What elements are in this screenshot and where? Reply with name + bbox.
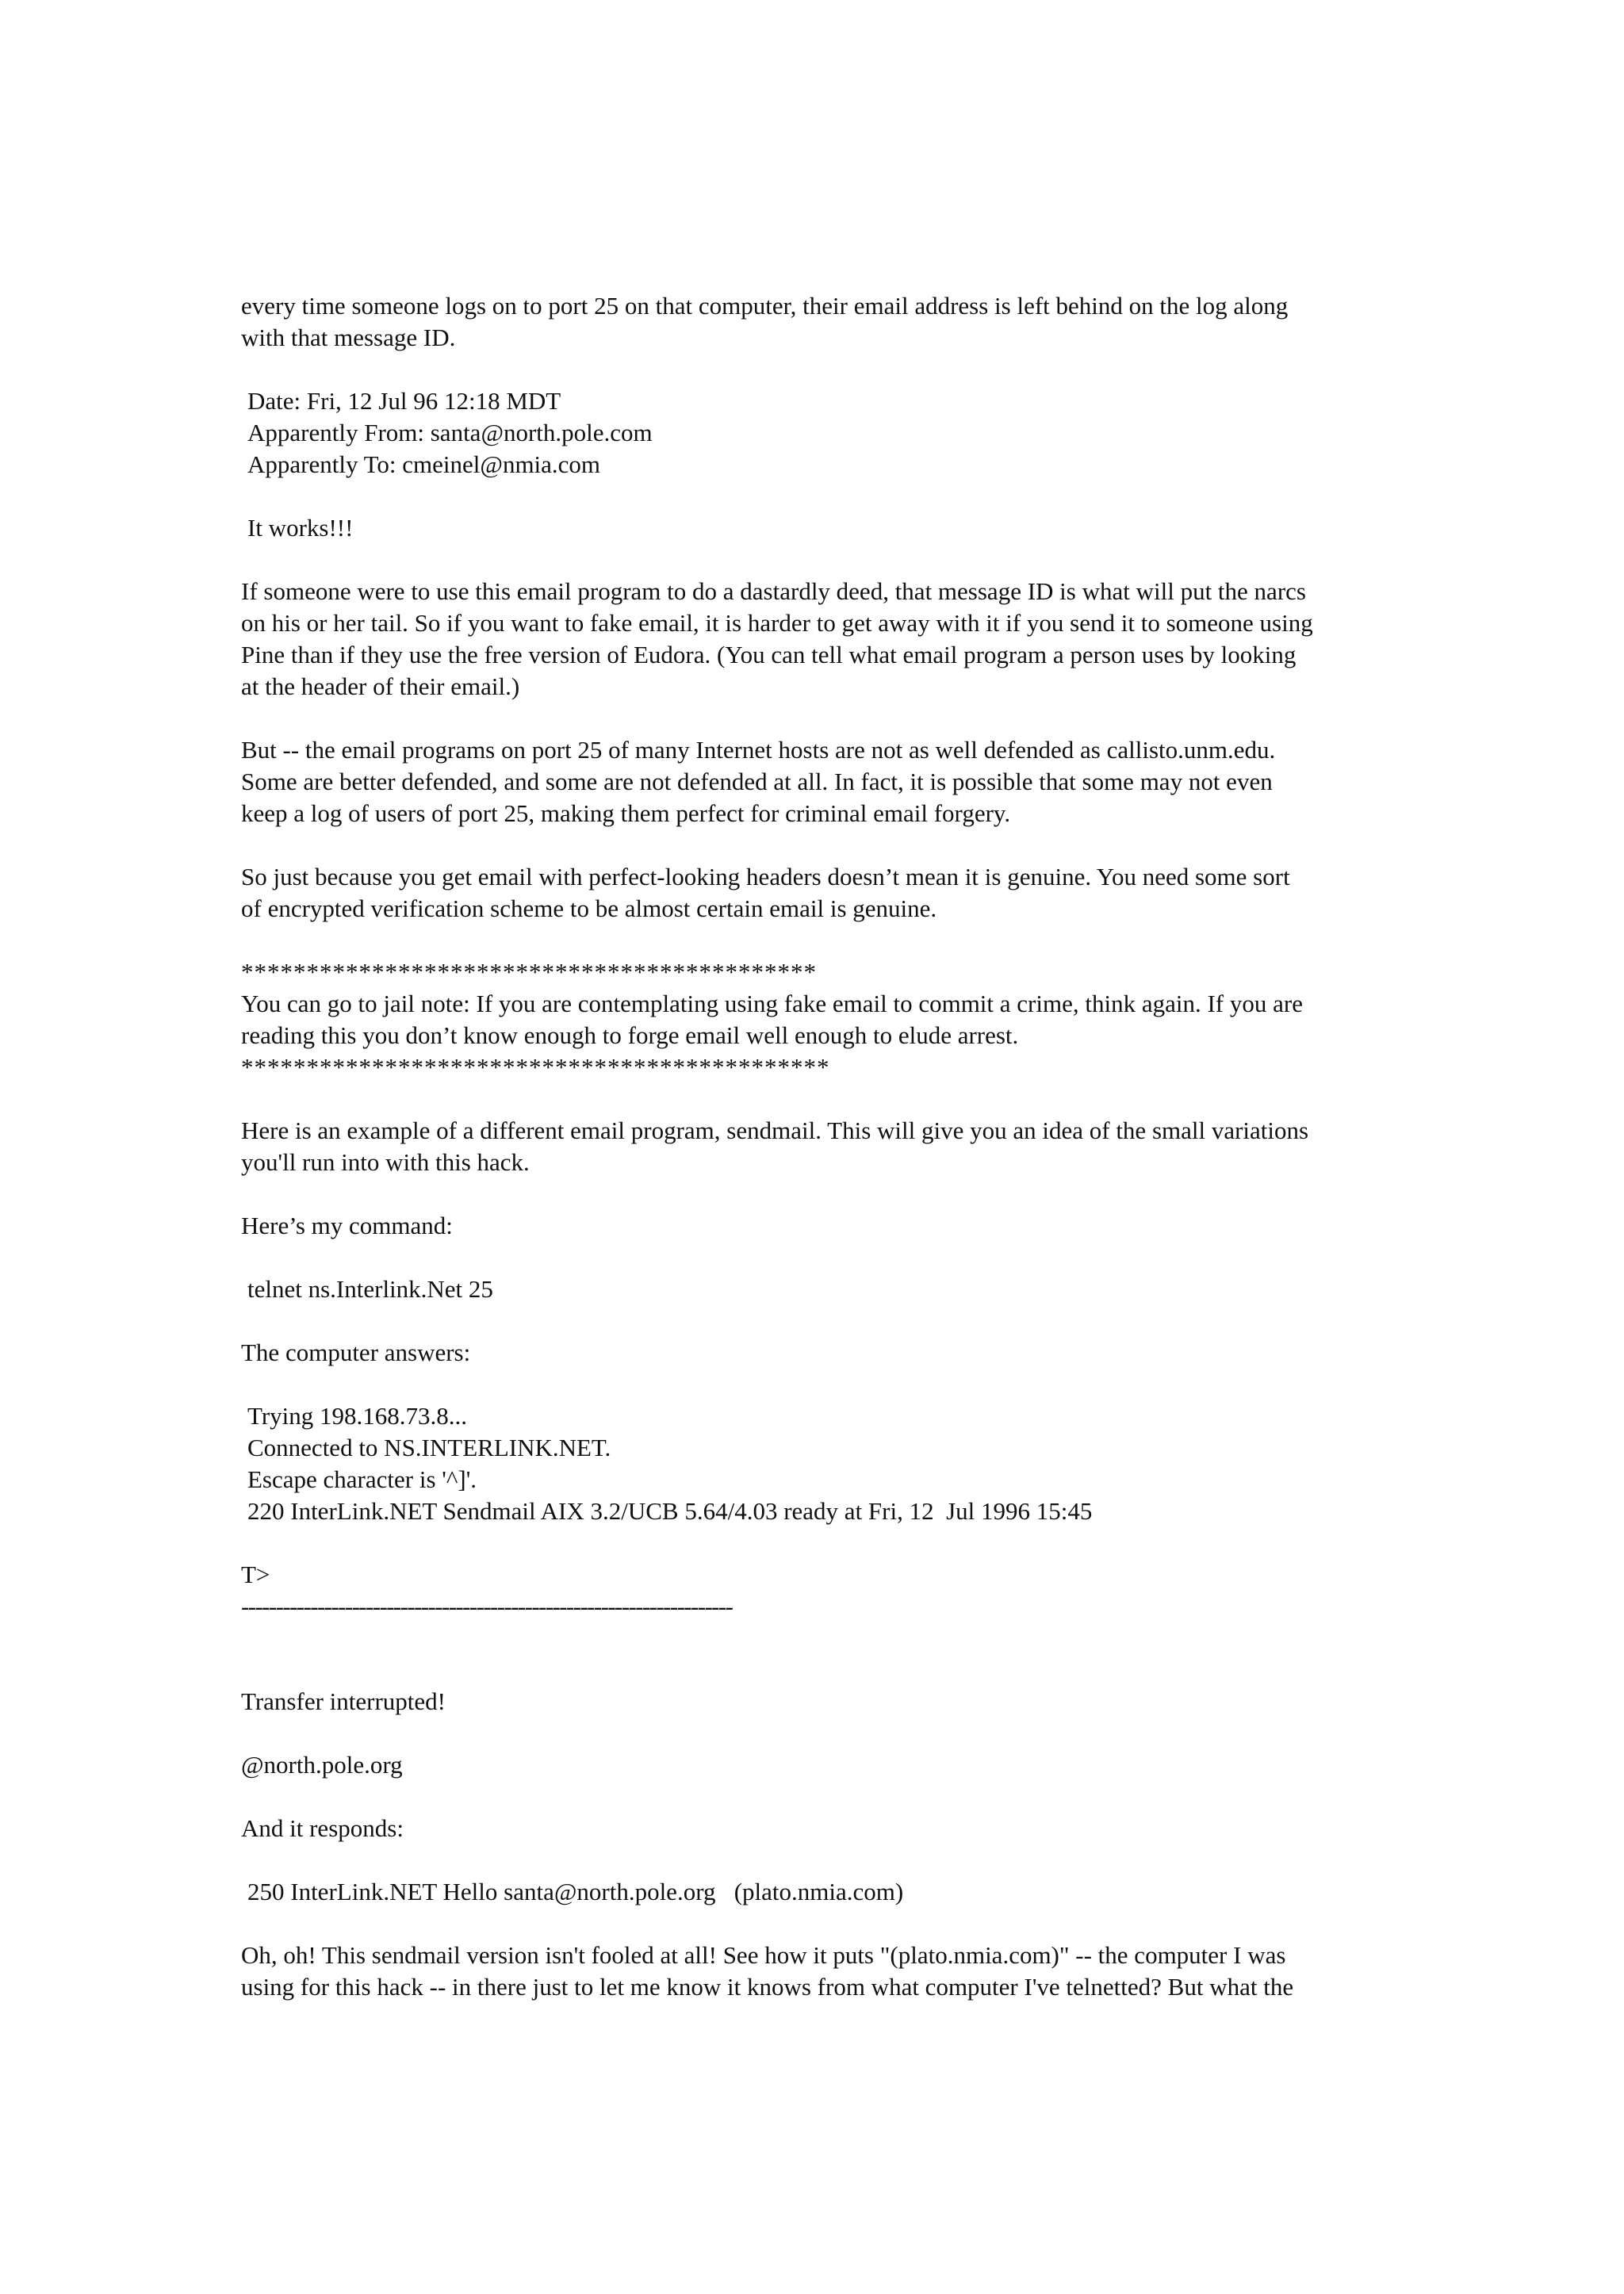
text-line: Oh, oh! This sendmail version isn't fooled at all! See how it puts "(plato.nmia.com)" -- the computer I was (241, 1941, 1286, 1969)
stars-divider-bottom: ********************************************* (241, 1053, 830, 1081)
output-line: Connected to NS.INTERLINK.NET. (247, 1434, 611, 1461)
north-pole-text: @north.pole.org (241, 1751, 403, 1779)
text-line: reading this you don’t know enough to forge email well enough to elude arrest. (241, 1021, 1019, 1049)
jail-note-block (241, 956, 1399, 1083)
text-line: using for this hack -- in there just to let me know it knows from what computer I've telnetted? But what the (241, 1973, 1294, 2001)
text-line: If someone were to use this email program to do a dastardly deed, that message ID is what will put the narcs (241, 577, 1306, 605)
stars-divider-top: ******************************************** (241, 958, 817, 986)
email-body-text: It works!!! (247, 514, 354, 542)
text-line: So just because you get email with perfect-looking headers doesn’t mean it is genuine. You need some sort (241, 863, 1290, 890)
text-line: Some are better defended, and some are not defended at all. In fact, it is possible that some may not even (241, 768, 1273, 795)
output-line: 220 InterLink.NET Sendmail AIX 3.2/UCB 5.64/4.03 ready at Fri, 12 Jul 1996 15:45 (247, 1497, 1093, 1525)
sendmail-paragraph (241, 1115, 1399, 1178)
output-line: Trying 198.168.73.8... (247, 1402, 468, 1430)
responds-intro: And it responds: (241, 1814, 404, 1842)
text-line: But -- the email programs on port 25 of many Internet hosts are not as well defended as callisto.unm.edu. (241, 736, 1276, 764)
transfer-interrupted-text: Transfer interrupted! (241, 1687, 446, 1715)
dash-divider: ----------------------------------------------------------------------- (241, 1592, 733, 1620)
terminal-prompt: T> (241, 1561, 270, 1588)
header-from: Apparently From: santa@north.pole.com (247, 419, 653, 446)
telnet-output-block (241, 1400, 1399, 1527)
text-line: Pine than if they use the free version of Eudora. (You can tell what email program a person uses by looking (241, 641, 1297, 668)
answers-intro: The computer answers: (241, 1338, 471, 1366)
genuine-paragraph (241, 861, 1399, 925)
text-line: keep a log of users of port 25, making them perfect for criminal email forgery. (241, 799, 1011, 827)
header-date: Date: Fri, 12 Jul 96 12:18 MDT (247, 387, 561, 415)
command-intro: Here’s my command: (241, 1212, 453, 1239)
text-line: you'll run into with this hack. (241, 1148, 530, 1176)
text-line: with that message ID. (241, 324, 456, 351)
output-line: Escape character is '^]'. (247, 1465, 477, 1493)
text-line: every time someone logs on to port 25 on that computer, their email address is left behind on the log along (241, 292, 1289, 320)
text-line: at the header of their email.) (241, 672, 520, 700)
text-line: on his or her tail. So if you want to fake email, it is harder to get away with it if you send it to someone using (241, 609, 1313, 637)
port25-paragraph (241, 734, 1399, 829)
text-line: Here is an example of a different email program, sendmail. This will give you an idea of the small variations (241, 1116, 1309, 1144)
telnet-command: telnet ns.Interlink.Net 25 (247, 1275, 493, 1303)
email-header-block (241, 385, 1399, 481)
narcs-paragraph (241, 576, 1399, 703)
document-page (241, 290, 1399, 2003)
server-response: 250 InterLink.NET Hello santa@north.pole.org (plato.nmia.com) (247, 1878, 904, 1905)
ohoh-paragraph (241, 1940, 1399, 2003)
text-line: You can go to jail note: If you are contemplating using fake email to commit a crime, think again. If you are (241, 990, 1303, 1017)
text-line: of encrypted verification scheme to be almost certain email is genuine. (241, 894, 937, 922)
header-to: Apparently To: cmeinel@nmia.com (247, 450, 601, 478)
intro-paragraph (241, 290, 1399, 354)
